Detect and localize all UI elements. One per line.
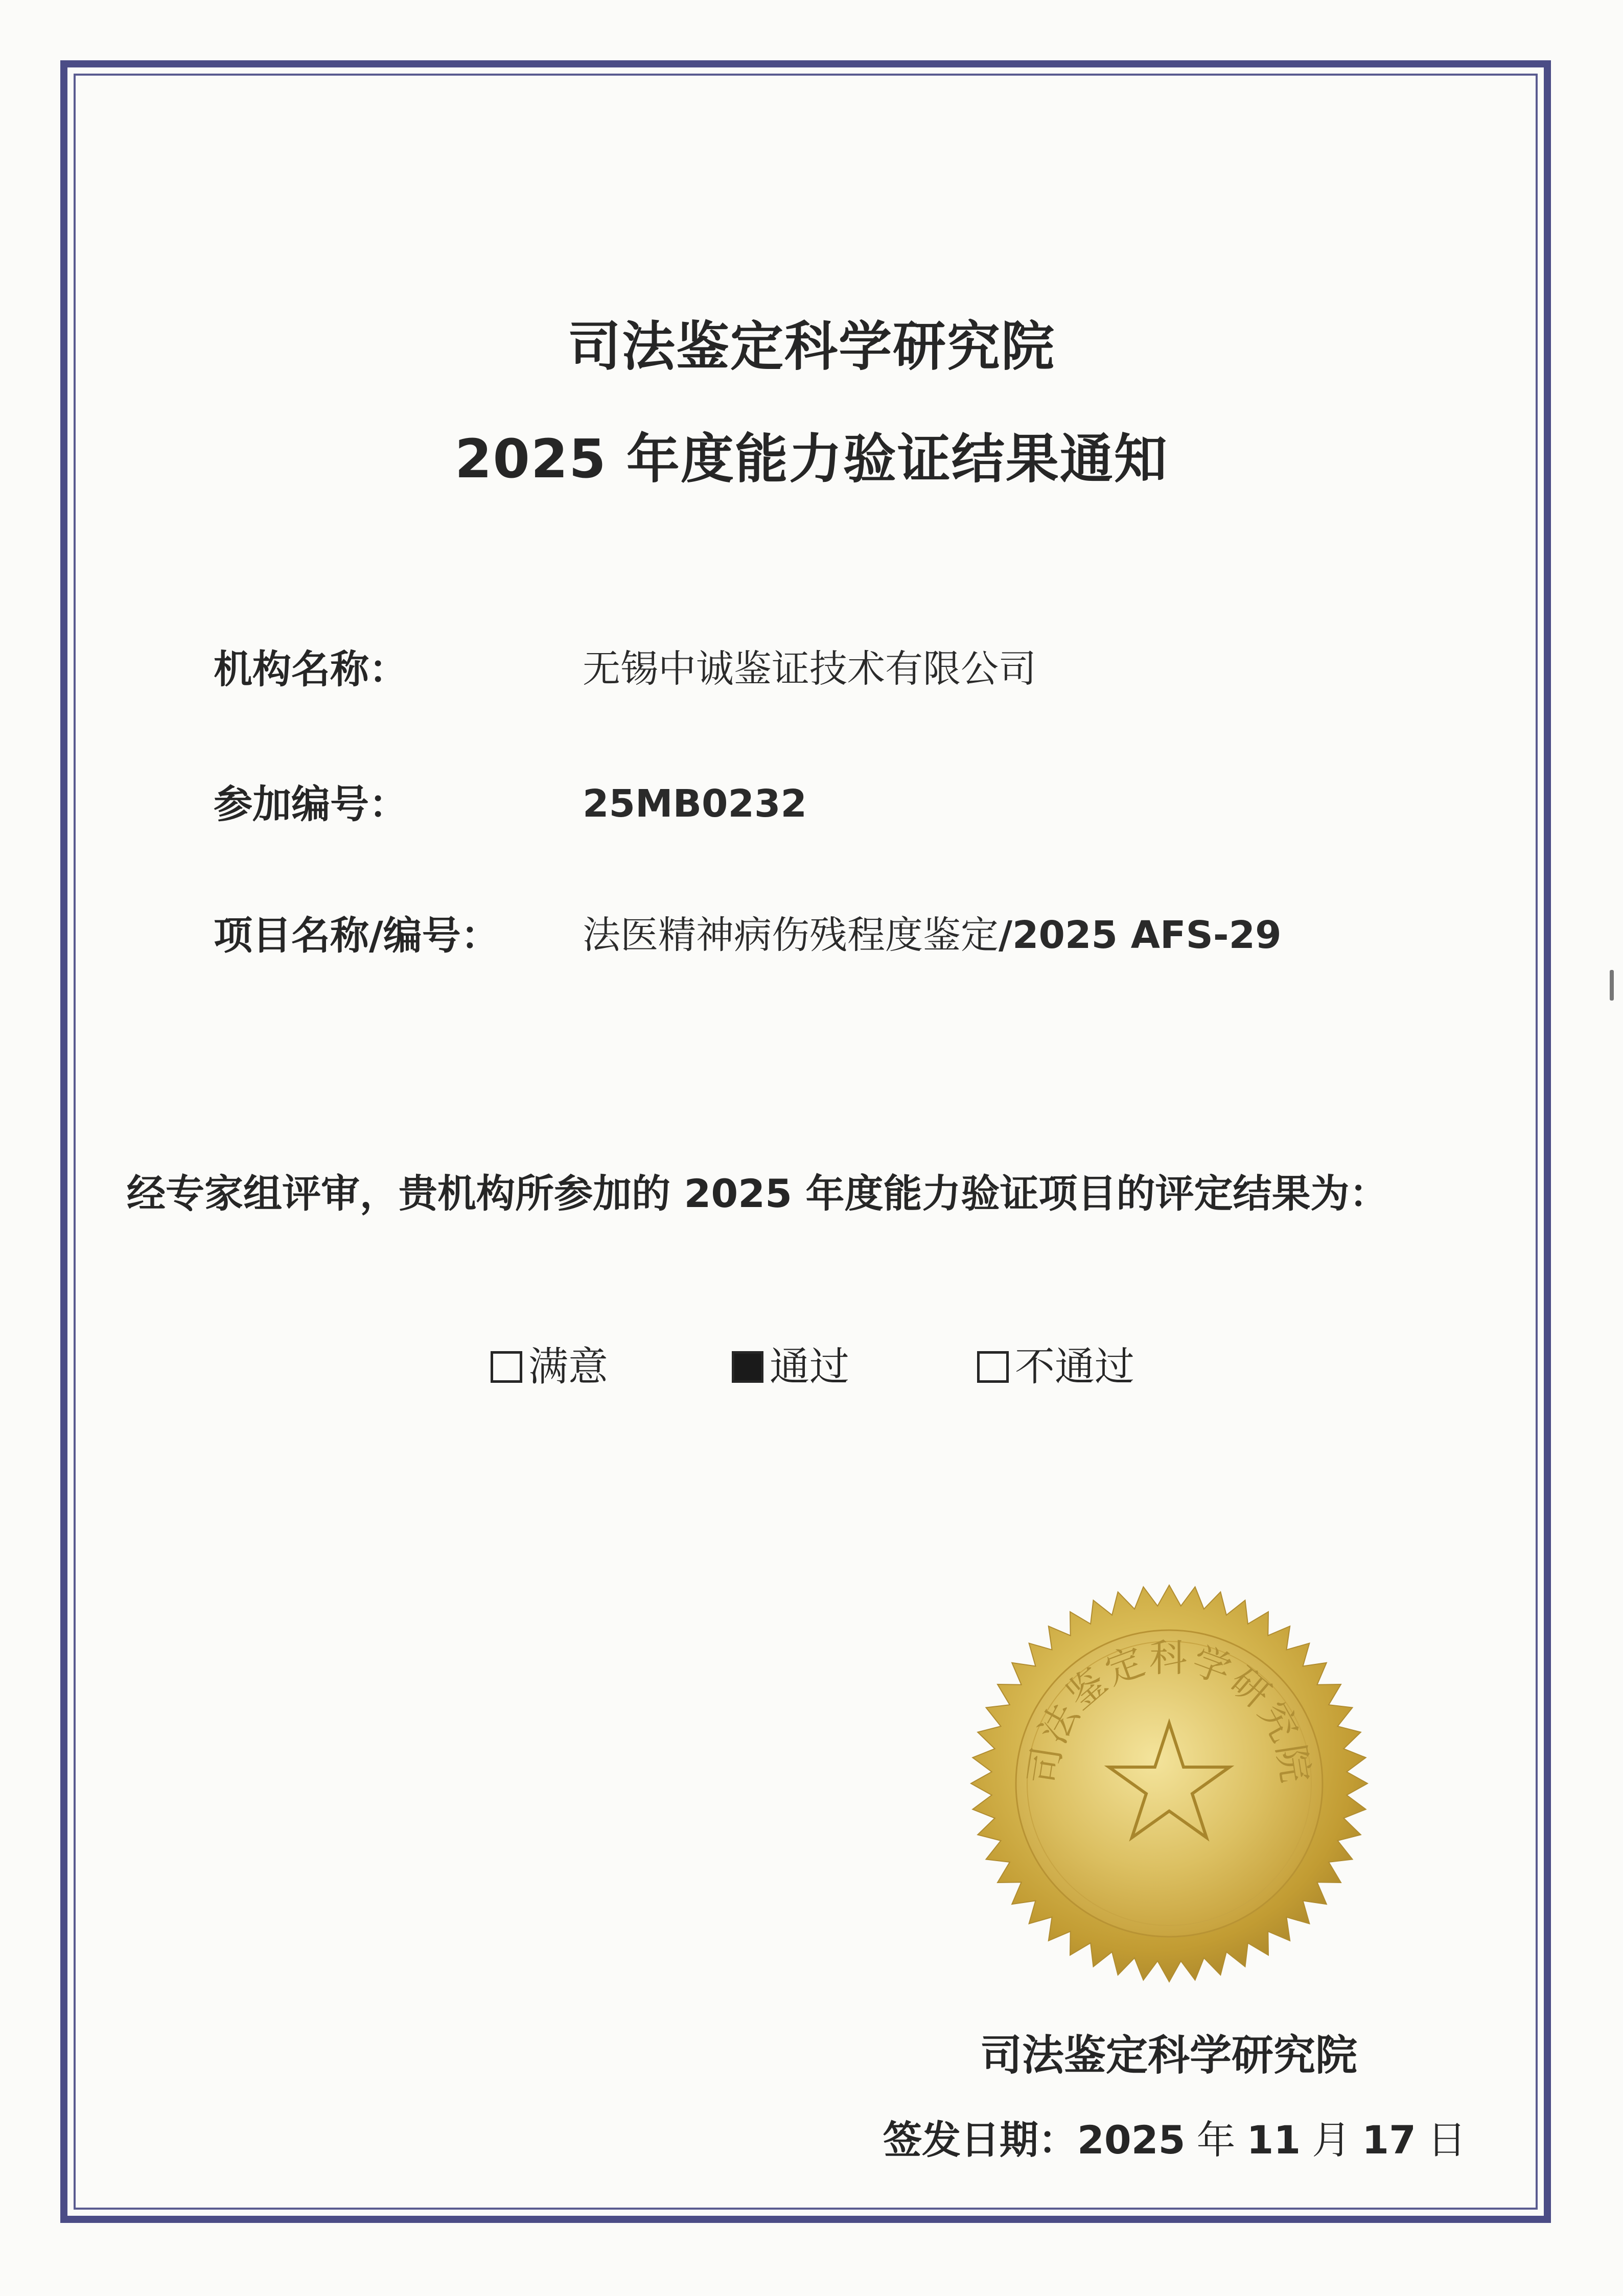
- org-label: 机构名称：: [214, 646, 408, 692]
- signing-organization: 司法鉴定科学研究院: [980, 2031, 1358, 2080]
- participant-value: 25MB0232: [583, 782, 807, 826]
- scan-speck: [1610, 970, 1614, 1001]
- checked-box-icon: [732, 1351, 763, 1383]
- issue-year-unit: 年: [1196, 2117, 1236, 2163]
- result-option-satisfactory: [491, 1344, 608, 1390]
- title-institute: 司法鉴定科学研究院: [567, 315, 1055, 378]
- project-code: /2025 AFS-29: [999, 913, 1282, 957]
- org-value: 无锡中诚鉴证技术有限公司: [583, 647, 1036, 691]
- gold-seal-icon: [970, 1584, 1369, 1983]
- issue-date: [883, 2117, 1467, 2163]
- issue-month: 11: [1246, 2117, 1301, 2163]
- project-label: 项目名称/编号：: [214, 913, 500, 958]
- issue-month-unit: 月: [1312, 2117, 1351, 2163]
- project-name: 法医精神病伤残程度鉴定: [583, 913, 999, 957]
- title-notice: 2025 年度能力验证结果通知: [455, 428, 1168, 490]
- issue-year: 2025: [1077, 2117, 1186, 2163]
- checkbox-icon: [491, 1351, 522, 1383]
- issue-day-unit: 日: [1427, 2117, 1467, 2163]
- result-option-pass: [732, 1344, 849, 1390]
- issue-day: 17: [1362, 2117, 1417, 2163]
- evaluation-statement: 经专家组评审，贵机构所参加的 2025 年度能力验证项目的评定结果为：: [127, 1171, 1388, 1216]
- result-option-label: 满意: [528, 1344, 609, 1390]
- result-option-fail: [977, 1344, 1134, 1390]
- result-option-label: 通过: [770, 1344, 850, 1390]
- result-option-label: 不通过: [1015, 1344, 1135, 1390]
- checkbox-icon: [977, 1351, 1009, 1383]
- seal-text-path: 司法鉴定科学研究院: [1021, 1636, 1318, 1788]
- issue-date-label: 签发日期：: [883, 2117, 1077, 2163]
- participant-label: 参加编号：: [214, 781, 408, 827]
- project-value: [583, 913, 1282, 957]
